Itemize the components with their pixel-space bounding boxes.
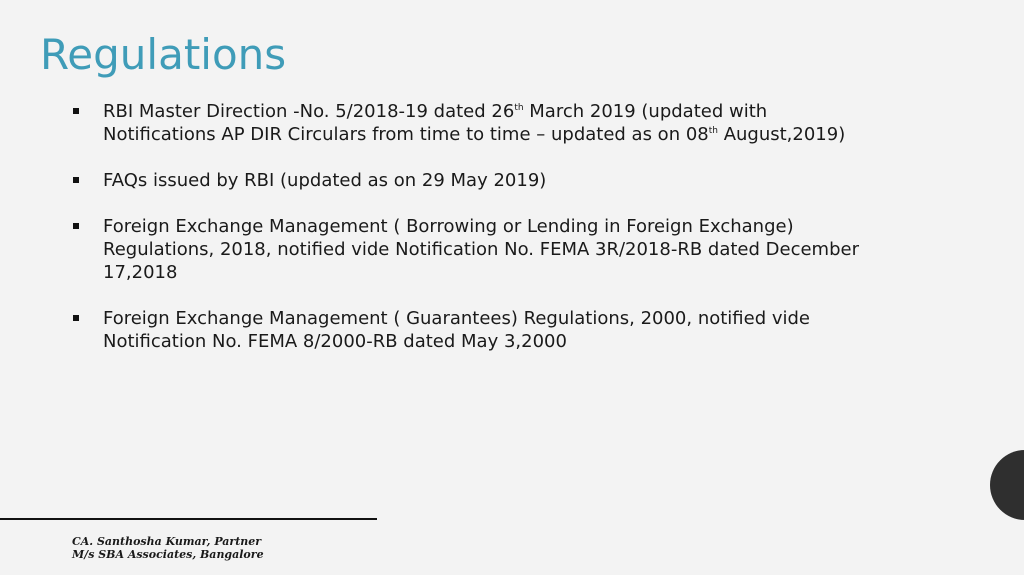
bullet-text: Foreign Exchange Management ( Borrowing or Lending in Foreign Exchange) Regulations, 2018, notified vide Notification No. FEMA 3R/2018-RB dated December 17,2018 — [103, 216, 859, 283]
square-bullet-icon — [73, 223, 79, 229]
ordinal-suffix: th — [514, 103, 524, 113]
bullet-item-guarantees-regulations — [72, 307, 872, 353]
bullet-item-borrowing-lending-regulations — [72, 215, 872, 284]
bullet-text: Foreign Exchange Management ( Guarantees) Regulations, 2000, notified vide Notification No. FEMA 8/2000-RB dated May 3,2000 — [103, 308, 811, 352]
bullet-text-part: RBI Master Direction -No. 5/2018-19 dated 26 — [103, 101, 515, 122]
bullet-list — [72, 100, 872, 376]
ordinal-suffix: th — [708, 126, 718, 136]
bullet-item-rbi-master-direction — [72, 100, 872, 146]
bullet-text-part: March 2019 (updated with Notifications AP DIR Circulars from time to time – updated as on 08 — [103, 101, 768, 145]
slide-title: Regulations — [40, 30, 287, 79]
footer-firm: M/s SBA Associates, Bangalore — [72, 548, 264, 561]
square-bullet-icon — [73, 315, 79, 321]
corner-circle-decoration — [990, 450, 1024, 520]
bullet-item-faqs — [72, 169, 872, 192]
square-bullet-icon — [73, 177, 79, 183]
footer-author: CA. Santhosha Kumar, Partner — [72, 535, 262, 548]
footer-credit — [72, 535, 264, 561]
footer-divider — [0, 518, 377, 520]
bullet-text-part: August,2019) — [717, 124, 846, 145]
square-bullet-icon — [73, 108, 79, 114]
bullet-text: FAQs issued by RBI (updated as on 29 May 2019) — [103, 170, 547, 191]
